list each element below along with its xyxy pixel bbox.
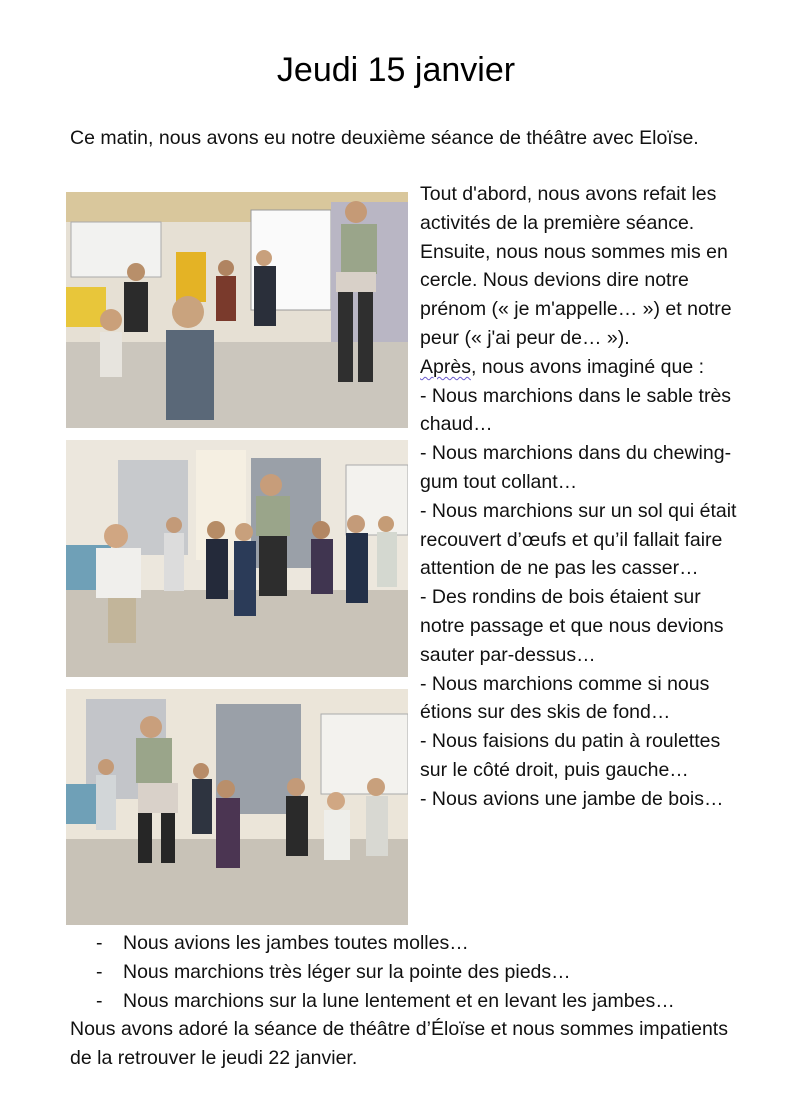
activity-item: - Nous marchions dans du chewing-gum tout collant…	[420, 442, 732, 493]
list-item	[70, 929, 770, 958]
activity-item: - Nous marchions sur un sol qui était recouvert d’œufs et qu’il fallait faire attention de ne pas les casser…	[420, 499, 737, 580]
text-line-apres	[420, 353, 750, 382]
bullet-marker: -	[96, 960, 103, 983]
spellcheck-word: Après	[420, 355, 471, 378]
photo-theatre-session-3	[66, 689, 408, 925]
photo-theatre-session-2	[66, 440, 408, 677]
page-title: Jeudi 15 janvier	[276, 51, 516, 89]
list-item-text: Nous marchions sur la lune lentement et en levant les jambes…	[123, 989, 675, 1012]
activity-item: - Des rondins de bois étaient sur notre passage et que nous devions sauter par-dessus…	[420, 586, 724, 666]
text-line-circle: Ensuite, nous nous sommes mis en cercle. Nous devions dire notre prénom (« je m'appelle… ») et notre peur (« j'ai peur de… »).	[420, 240, 732, 349]
activity-item: - Nous marchions dans le sable très chaud…	[420, 384, 732, 436]
list-item	[70, 987, 770, 1016]
activity-item: - Nous avions une jambe de bois…	[420, 787, 724, 810]
bullet-marker: -	[96, 932, 103, 954]
bullet-list	[70, 929, 770, 1015]
activity-item: - Nous marchions comme si nous étions sur des skis de fond…	[420, 672, 710, 724]
photo-theatre-session-1	[66, 192, 408, 428]
intro-paragraph: Ce matin, nous avons eu notre deuxième séance de théâtre avec Eloïse.	[70, 127, 699, 149]
activity-text	[420, 180, 750, 814]
list-item-text: Nous avions les jambes toutes molles…	[123, 932, 469, 954]
list-item-text: Nous marchions très léger sur la pointe des pieds…	[123, 960, 571, 983]
text-line-intro: Tout d'abord, nous avons refait les activités de la première séance.	[420, 183, 717, 234]
activity-item: - Nous faisions du patin à roulettes sur le côté droit, puis gauche…	[420, 730, 721, 781]
list-item	[70, 958, 770, 987]
apres-rest: , nous avons imaginé que :	[470, 355, 705, 378]
bullet-marker: -	[96, 989, 103, 1012]
closing-paragraph: Nous avons adoré la séance de théâtre d’Éloïse et nous sommes impatients de la retrouver le jeudi 22 janvier.	[70, 1018, 728, 1069]
